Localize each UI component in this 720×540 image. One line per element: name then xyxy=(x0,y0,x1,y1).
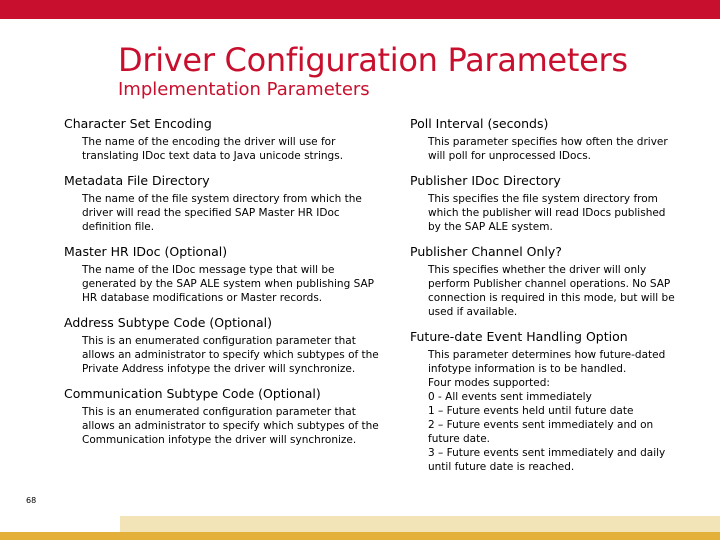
slide-number: 68 xyxy=(26,496,37,505)
param-name: Future-date Event Handling Option xyxy=(410,329,628,344)
left-parameter-column xyxy=(64,116,400,457)
top-accent-bar xyxy=(0,0,720,19)
param-name: Publisher Channel Only? xyxy=(410,244,562,259)
param-description: This is an enumerated configuration parameter that allows an administrator to specify which subtypes of the Communication infotype the driver will synchronize. xyxy=(82,406,379,446)
param-name: Character Set Encoding xyxy=(64,116,212,131)
param-description: The name of the IDoc message type that will be generated by the SAP ALE system when publishing SAP HR database modifications or Master records. xyxy=(82,264,374,304)
param-metadata-file-directory xyxy=(64,173,400,234)
param-communication-subtype-code xyxy=(64,386,400,447)
param-name: Master HR IDoc (Optional) xyxy=(64,244,228,259)
param-description: This specifies the file system directory from which the publisher will read IDocs published by the SAP ALE system. xyxy=(428,193,666,233)
param-description: The name of the file system directory from which the driver will read the specified SAP Master HR IDoc definition file. xyxy=(82,193,362,233)
param-address-subtype-code xyxy=(64,315,400,376)
page-title: Driver Configuration Parameters xyxy=(118,41,628,79)
param-master-hr-idoc xyxy=(64,244,400,305)
footer-strip xyxy=(0,532,720,540)
right-parameter-column xyxy=(410,116,710,484)
param-poll-interval xyxy=(410,116,710,163)
footer-band xyxy=(120,516,720,532)
param-future-date-event-handling xyxy=(410,329,710,474)
param-description: The name of the encoding the driver will use for translating IDoc text data to Java unicode strings. xyxy=(82,136,344,162)
param-publisher-channel-only xyxy=(410,244,710,319)
param-publisher-idoc-directory xyxy=(410,173,710,234)
page-subtitle: Implementation Parameters xyxy=(118,79,370,100)
param-name: Address Subtype Code (Optional) xyxy=(64,315,273,330)
param-character-set-encoding xyxy=(64,116,400,163)
param-description: This specifies whether the driver will only perform Publisher channel operations. No SAP connection is required in this mode, but will be used if available. xyxy=(428,264,675,318)
param-name: Metadata File Directory xyxy=(64,173,210,188)
param-description: This parameter specifies how often the driver will poll for unprocessed IDocs. xyxy=(428,136,668,162)
param-description: This is an enumerated configuration parameter that allows an administrator to specify which subtypes of the Private Address infotype the driver will synchronize. xyxy=(82,335,379,375)
param-name: Poll Interval (seconds) xyxy=(410,116,549,131)
param-description: This parameter determines how future-dated infotype information is to be handled. Four modes supported: 0 - All events sent immediately 1 – Future events held until future date 2 – Future events sent immediately and on future date. 3 – Future events sent immediately and daily until future date is reached. xyxy=(428,349,666,473)
param-name: Publisher IDoc Directory xyxy=(410,173,561,188)
param-name: Communication Subtype Code (Optional) xyxy=(64,386,321,401)
